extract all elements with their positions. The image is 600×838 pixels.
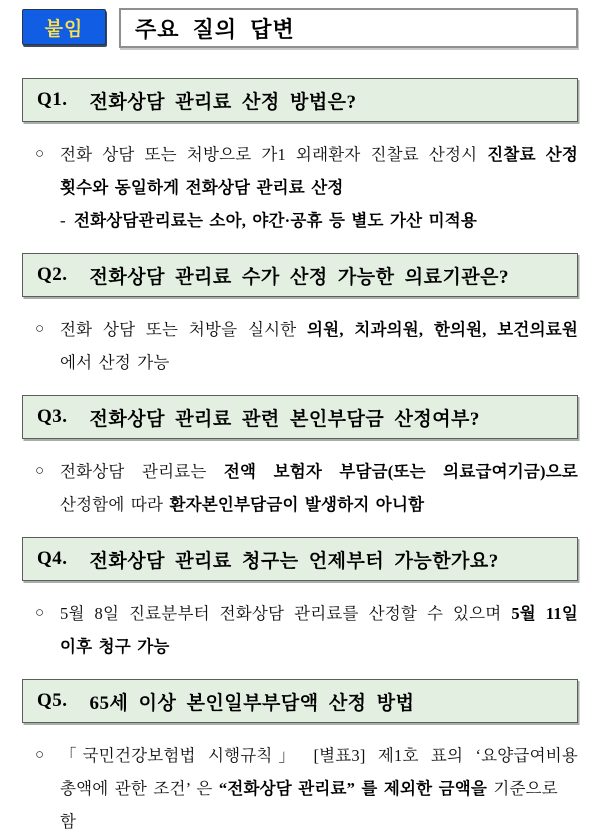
answer-line	[60, 739, 578, 772]
bold-text-run: 환자본인부담금이 발생하지 아니함	[169, 495, 425, 514]
answer-paragraph	[35, 313, 578, 379]
answer-text	[60, 138, 578, 204]
circle-bullet-icon: ○	[35, 747, 45, 763]
question-text: 전화상담 관리료 청구는 언제부터 가능한가요?	[89, 550, 499, 572]
question-box	[22, 253, 578, 297]
answer-paragraph	[35, 138, 578, 204]
attachment-badge: 붙임	[22, 9, 106, 45]
bold-text-run: 전화상담관리료는 소아, 야간·공휴 등 별도 가산 미적용	[74, 211, 478, 230]
answer-line	[60, 313, 578, 346]
answer-line	[60, 772, 578, 838]
answer-block	[22, 597, 578, 663]
qa-section-3	[22, 395, 578, 521]
question-label: Q1.	[37, 89, 68, 110]
question-box	[22, 537, 578, 581]
text-run: 「국민건강보험법 시행규칙」 [별표3] 제1호 표의 ‘요양급여비용	[60, 746, 578, 765]
answer-line	[60, 346, 578, 379]
bold-text-run: 이후 청구 가능	[60, 637, 170, 656]
question-box	[22, 679, 578, 723]
answer-line	[60, 171, 578, 204]
question-box	[22, 78, 578, 122]
answer-line	[60, 488, 578, 521]
question-text: 전화상담 관리료 관련 본인부담금 산정여부?	[89, 408, 480, 430]
question-label: Q4.	[37, 548, 68, 569]
question-box	[22, 395, 578, 439]
dash-bullet-icon: -	[60, 211, 66, 230]
circle-bullet-icon: ○	[35, 463, 45, 479]
answer-block	[22, 313, 578, 379]
text-run: 5월 8일 진료분부터 전화상담 관리료를 산정할 수 있으며	[60, 604, 512, 623]
answer-subparagraph	[35, 204, 578, 237]
qa-section-1	[22, 78, 578, 237]
circle-bullet-icon: ○	[35, 605, 45, 621]
question-text: 65세 이상 본인일부부담액 산정 방법	[89, 692, 415, 714]
bold-text-run: 의원, 치과의원, 한의원, 보건의료원	[307, 320, 578, 339]
bold-text-run: “전화상담 관리료” 를 제외한 금액을	[218, 779, 488, 798]
text-run: 총액에 관한 조건’ 은	[60, 779, 219, 798]
circle-bullet-icon: ○	[35, 321, 45, 337]
text-run: 전화상담 관리료는	[60, 462, 224, 481]
question-text: 전화상담 관리료 수가 산정 가능한 의료기관은?	[89, 266, 510, 288]
bold-text-run: 진찰료 산정	[487, 145, 578, 164]
answer-paragraph	[35, 597, 578, 663]
text-run: 산정함에 따라	[60, 495, 170, 514]
page-title: 주요 질의 답변	[135, 16, 295, 42]
answer-text	[60, 455, 578, 521]
question-label: Q5.	[37, 690, 68, 711]
question-label: Q3.	[37, 406, 68, 427]
answer-block	[22, 138, 578, 237]
answer-block	[22, 739, 578, 838]
answer-line	[60, 138, 578, 171]
answer-line	[60, 630, 578, 663]
text-run: 에서 산정 가능	[60, 353, 170, 372]
bold-text-run: 전액 보험자 부담금(또는 의료급여기금)으로	[223, 462, 578, 481]
qa-section-2	[22, 253, 578, 379]
answer-text	[60, 597, 578, 663]
answer-block	[22, 455, 578, 521]
answer-paragraph	[35, 455, 578, 521]
bold-text-run: 횟수와 동일하게 전화상담 관리료 산정	[60, 178, 344, 197]
answer-line	[60, 597, 578, 630]
bold-text-run: 5월 11일	[511, 604, 579, 623]
answer-line	[60, 455, 578, 488]
answer-line	[74, 204, 578, 237]
qa-section-4	[22, 537, 578, 663]
answer-text	[74, 204, 578, 237]
text-run: 전화 상담 또는 처방을 실시한	[60, 320, 308, 339]
title-box	[119, 8, 578, 48]
question-text: 전화상담 관리료 산정 방법은?	[89, 91, 357, 113]
question-label: Q2.	[37, 264, 68, 285]
page-header	[22, 8, 578, 48]
qa-section-5	[22, 679, 578, 838]
circle-bullet-icon: ○	[35, 146, 45, 162]
answer-paragraph	[35, 739, 578, 838]
text-run: 전화 상담 또는 처방으로 가1 외래환자 진찰료 산정시	[60, 145, 488, 164]
answer-text	[60, 739, 578, 838]
answer-text	[60, 313, 578, 379]
text-run: 기준으로 함	[60, 779, 558, 831]
